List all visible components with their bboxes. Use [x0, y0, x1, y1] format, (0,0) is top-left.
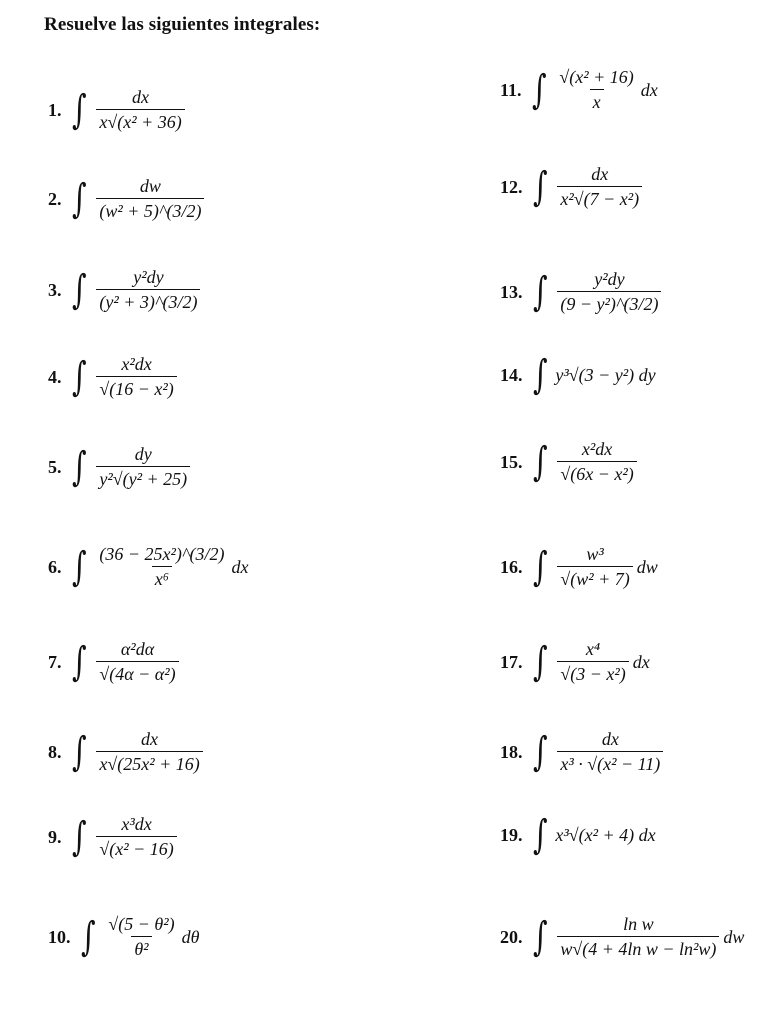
problem-number: 10. [48, 926, 71, 947]
numerator: dx [591, 164, 609, 184]
denominator: x [590, 89, 604, 111]
integral-sign: ∫ [71, 175, 87, 222]
integral-sign: ∫ [532, 728, 548, 775]
problem-number: 15. [500, 451, 523, 472]
fraction [105, 915, 177, 958]
numerator: √(5 − θ²) [108, 914, 175, 934]
integral-sign: ∫ [71, 266, 87, 313]
numerator: dw [139, 176, 161, 196]
integral-problem-17 [500, 640, 650, 683]
integral-sign: ∫ [532, 913, 548, 960]
problem-number: 14. [500, 365, 523, 385]
fraction [96, 88, 184, 131]
fraction [557, 165, 642, 208]
fraction [96, 268, 200, 311]
denominator: √(6x − x²) [557, 461, 636, 483]
integrand: y³√(3 − y²) dy [555, 365, 656, 385]
problem-number: 5. [48, 456, 62, 477]
integral-problem-2 [48, 177, 206, 220]
integral-sign: ∫ [532, 352, 548, 398]
problem-number: 16. [500, 556, 523, 577]
numerator: dy [134, 444, 152, 464]
integral-problem-1 [48, 88, 187, 131]
integral-sign: ∫ [532, 438, 548, 485]
fraction [96, 815, 176, 858]
numerator: x⁴ [585, 639, 601, 659]
integral-problem-7 [48, 640, 181, 683]
problem-number: 8. [48, 741, 62, 762]
fraction [557, 915, 719, 958]
denominator: √(16 − x²) [96, 376, 176, 398]
problem-number: 7. [48, 651, 62, 672]
integral-sign: ∫ [71, 443, 87, 490]
denominator: x√(25x² + 16) [96, 751, 202, 773]
integral-sign: ∫ [531, 66, 547, 113]
page-title: Resuelve las siguientes integrales: [44, 14, 321, 35]
integral-sign: ∫ [71, 813, 87, 860]
numerator: dx [601, 729, 619, 749]
numerator: x²dx [581, 439, 613, 459]
integral-sign: ∫ [532, 268, 548, 315]
denominator: √(w² + 7) [557, 566, 632, 588]
integral-problem-18 [500, 730, 665, 773]
integral-problem-19 [500, 812, 656, 858]
integral-sign: ∫ [532, 163, 548, 210]
fraction [96, 730, 202, 773]
fraction [557, 440, 636, 483]
numerator: y²dy [133, 267, 164, 287]
numerator: y²dy [594, 269, 625, 289]
integral-problem-9 [48, 815, 179, 858]
denominator: θ² [131, 936, 151, 958]
denominator: y²√(y² + 25) [96, 466, 190, 488]
integral-problem-11 [500, 68, 658, 111]
integral-problem-16 [500, 545, 658, 588]
integral-problem-20 [500, 915, 744, 958]
problem-number: 18. [500, 741, 523, 762]
differential: dx [231, 556, 249, 577]
integral-sign: ∫ [532, 638, 548, 685]
problem-number: 12. [500, 176, 523, 197]
denominator: √(3 − x²) [557, 661, 628, 683]
denominator: x√(x² + 36) [96, 109, 184, 131]
denominator: x³ · √(x² − 11) [557, 751, 663, 773]
fraction [557, 730, 663, 773]
numerator: x³dx [121, 814, 152, 834]
problem-number: 1. [48, 99, 62, 120]
denominator: x²√(7 − x²) [557, 186, 642, 208]
denominator: (9 − y²)^(3/2) [557, 291, 661, 313]
differential: dx [632, 651, 650, 672]
fraction [96, 177, 204, 220]
numerator: (36 − 25x²)^(3/2) [99, 544, 225, 564]
denominator: (y² + 3)^(3/2) [96, 289, 200, 311]
differential: dw [636, 556, 658, 577]
fraction [96, 545, 227, 588]
problem-number: 9. [48, 826, 62, 847]
numerator: α²dα [120, 639, 155, 659]
problem-number: 20. [500, 926, 523, 947]
fraction [556, 68, 636, 111]
integral-problem-15 [500, 440, 639, 483]
integral-problem-5 [48, 445, 192, 488]
denominator: √(x² − 16) [96, 836, 176, 858]
integral-problem-4 [48, 355, 179, 398]
fraction [96, 640, 178, 683]
denominator: √(4α − α²) [96, 661, 178, 683]
problem-number: 2. [48, 188, 62, 209]
problem-number: 19. [500, 825, 523, 845]
numerator: w³ [586, 544, 604, 564]
problem-number: 17. [500, 651, 523, 672]
numerator: √(x² + 16) [559, 67, 634, 87]
integral-sign: ∫ [71, 728, 87, 775]
fraction [557, 270, 661, 313]
integral-sign: ∫ [71, 543, 87, 590]
fraction [557, 640, 628, 683]
differential: dw [723, 926, 745, 947]
integral-problem-6 [48, 545, 248, 588]
numerator: ln w [623, 914, 654, 934]
integral-problem-12 [500, 165, 644, 208]
problem-number: 6. [48, 556, 62, 577]
integrand: x³√(x² + 4) dx [555, 825, 656, 845]
numerator: dx [141, 729, 159, 749]
problem-number: 3. [48, 279, 62, 300]
problem-number: 13. [500, 281, 523, 302]
problem-number: 4. [48, 366, 62, 387]
integral-problem-14 [500, 352, 656, 398]
fraction [96, 355, 176, 398]
integral-problem-8 [48, 730, 205, 773]
integral-problem-13 [500, 270, 663, 313]
denominator: (w² + 5)^(3/2) [96, 198, 204, 220]
integral-sign: ∫ [80, 913, 96, 960]
integral-sign: ∫ [532, 543, 548, 590]
integral-sign: ∫ [71, 353, 87, 400]
numerator: x²dx [121, 354, 152, 374]
differential: dx [640, 79, 658, 100]
denominator: w√(4 + 4ln w − ln²w) [557, 936, 719, 958]
numerator: dx [132, 87, 150, 107]
integral-sign: ∫ [71, 86, 87, 133]
denominator: x⁶ [152, 566, 172, 588]
integral-problem-10 [48, 915, 199, 958]
differential: dθ [181, 926, 200, 947]
integral-sign: ∫ [532, 812, 548, 858]
fraction [96, 445, 190, 488]
problem-number: 11. [500, 79, 522, 100]
integral-problem-3 [48, 268, 202, 311]
integral-sign: ∫ [71, 638, 87, 685]
fraction [557, 545, 632, 588]
